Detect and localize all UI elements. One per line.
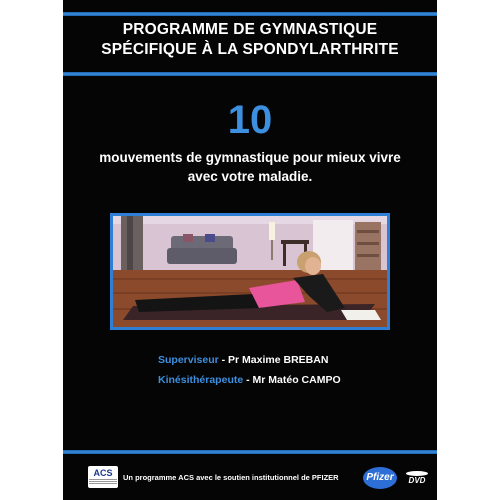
footer-text: Un programme ACS avec le soutien institutionnel de PFIZER bbox=[123, 473, 339, 482]
top-divider bbox=[63, 12, 437, 16]
cover-subtitle bbox=[63, 148, 437, 186]
credit-separator: - bbox=[218, 354, 229, 366]
exercise-photo bbox=[110, 213, 390, 330]
bottom-divider bbox=[63, 450, 437, 454]
credits bbox=[158, 350, 458, 390]
credit-supervisor bbox=[158, 350, 458, 370]
credit-physio bbox=[158, 370, 458, 390]
credit-person: Pr Maxime BREBAN bbox=[228, 354, 329, 366]
dvd-logo bbox=[405, 471, 429, 487]
title-divider bbox=[63, 72, 437, 76]
credit-person: Mr Matéo CAMPO bbox=[252, 374, 341, 386]
credit-role: Kinésithérapeute bbox=[158, 374, 244, 386]
credit-separator: - bbox=[243, 374, 253, 386]
acs-logo-lines bbox=[89, 479, 117, 485]
title-line-2: SPÉCIFIQUE À LA SPONDYLARTHRITE bbox=[101, 41, 399, 58]
subtitle-line-2: avec votre maladie. bbox=[187, 169, 313, 184]
pfizer-logo: Pfizer bbox=[363, 467, 397, 489]
acs-logo bbox=[88, 466, 118, 488]
subtitle-line-1: mouvements de gymnastique pour mieux vivre bbox=[99, 150, 401, 165]
credit-role: Superviseur bbox=[158, 354, 219, 366]
title-line-1: PROGRAMME DE GYMNASTIQUE bbox=[122, 21, 378, 38]
dvd-cover bbox=[63, 0, 437, 500]
exercise-photo-illustration bbox=[113, 216, 387, 327]
acs-logo-text: ACS bbox=[93, 468, 113, 478]
dvd-logo-text: DVD bbox=[408, 476, 426, 485]
movement-count: 10 bbox=[227, 98, 273, 142]
cover-title bbox=[63, 20, 437, 60]
